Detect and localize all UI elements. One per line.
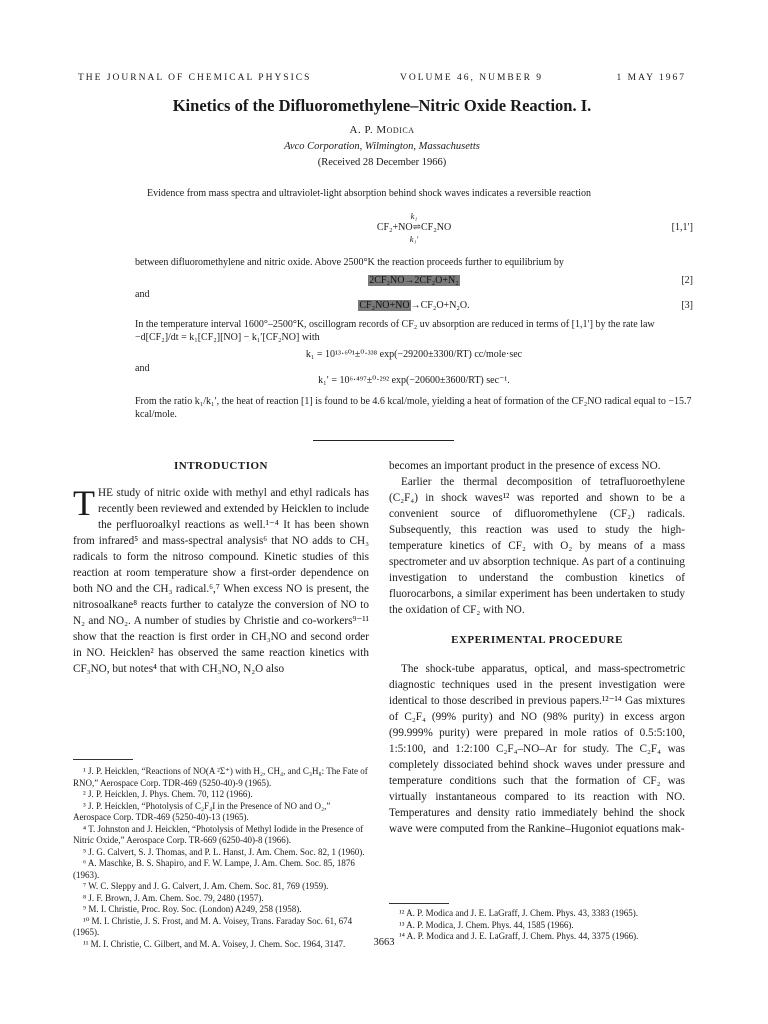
equation-2-wrap [135,274,693,288]
right-paragraph-2: Earlier the thermal decomposition of tetrafluoroethylene (C₂F₄) in shock waves¹² was reported and shown to be a convenient source of difluoromethylene (CF₂) radicals. Subsequently, this reaction was used to study the high-temperature kinetics of CF₂ with O₂ by means of a mass spectrometer and uv absorption technique. As part of a continuing investigation to understand the combustion kinetics of fluorocarbons, a similar experiment has been undertaken to study the oxidation of CF₂ with NO. [389,476,685,616]
issue-date: 1 MAY 1967 [616,73,686,83]
equation-2-number: [2] [681,275,693,286]
left-column [73,458,369,677]
footnote: ⁴ T. Johnston and J. Heicklen, “Photolysis of Methyl Iodide in the Presence of Nitric Oxide,” Aerospace Corp. TR-669 (6250-40)-8 (1966). [73,823,364,845]
footnote: ⁶ A. Maschke, B. S. Shapiro, and F. W. Lampe, J. Am. Chem. Soc. 85, 1876 (1963). [73,858,355,880]
footnote-rule-right [389,903,449,904]
footnote: ¹³ A. P. Modica, J. Chem. Phys. 44, 1585 (1966). [399,919,574,930]
abstract-conclusion: From the ratio k₁/k₁′, the heat of reaction [1] is found to be 4.6 kcal/mole, yielding a heat of formation of the CF₂NO radical equal to −15.7 kcal/mole. [135,396,692,420]
section-divider [313,440,454,441]
introduction-paragraph [73,485,369,677]
equation-3-rest: →CF₂O+N₂O. [410,300,470,311]
footnote: ⁸ J. F. Brown, J. Am. Chem. Soc. 79, 2480 (1957). [83,892,264,903]
equation-1-rate-constant-forward-row [135,211,693,221]
footnote: ³ J. P. Heicklen, “Photolysis of C₂F₄I in the Presence of NO and O₂,” Aerospace Corp. TDR-469 (5250-40)-13 (1965). [73,800,331,822]
footnote: ⁹ M. I. Christie, Proc. Roy. Soc. (London) A249, 258 (1958). [83,904,302,914]
footnote: ¹² A. P. Modica and J. E. LaGraff, J. Chem. Phys. 43, 3383 (1965). [399,908,638,918]
equation-3-wrap [135,299,693,313]
rate-constant-2-row [135,374,693,388]
equation-1-rate-constant-reverse-row [135,234,693,244]
footnote: ⁵ J. G. Calvert, S. J. Thomas, and P. L. Hanst, J. Am. Chem. Soc. 82, 1 (1960). [83,846,365,857]
equation-1-row [135,221,693,235]
footnote-rule-left [73,759,133,760]
footnote: ¹⁴ A. P. Modica and J. E. LaGraff, J. Chem. Phys. 44, 3375 (1966). [399,931,639,941]
left-footnotes [73,766,369,950]
equation-1: CF₂+NO⇌CF₂NO [376,222,452,233]
footnote: ² J. P. Heicklen, J. Phys. Chem. 70, 112 (1966). [83,789,253,799]
equation-3-highlight: CF₂NO+NO [359,300,410,311]
page-number: 3663 [373,937,395,948]
rate-constant-1-row [135,348,693,362]
footnote: ⁷ W. C. Sleppy and J. G. Calvert, J. Am. Chem. Soc. 81, 769 (1959). [83,881,329,891]
abstract-and-1: and [135,289,150,300]
received-date: (Received 28 December 1966) [317,157,447,168]
right-paragraph-3: The shock-tube apparatus, optical, and mass-spectrometric diagnostic techniques used in the present investigation were identical to those described in previous papers.¹²⁻¹⁴ Gas mixtures of C₂F₄ (99% purity) and NO (98% purity) in excess argon (99.999% purity) were prepared in mole ratios of 0.5:5:100, 1:5:100, and 1:2:100 C₂F₄–NO–Ar for study. The C₂F₄ was completely dissociated behind shock waves under pressure and temperature conditions such that the formation of CF₂ was virtually instantaneous compared to its reaction with NO. Temperatures and density ratio immediately behind the shock wave were computed from the Rankine–Hugoniot equations mak- [389,663,685,835]
article-title: Kinetics of the Difluoromethylene–Nitric Oxide Reaction. I. [172,96,592,115]
footnote: ¹ J. P. Heicklen, “Reactions of NO(A ²Σ⁺) with H₂, CH₄, and C₃H₈: The Fate of RNO,” Aerospace Corp. TDR-469 (5250-40)-9 (1965). [73,766,368,788]
footnote: ¹⁰ M. I. Christie, J. S. Frost, and M. A. Voisey, Trans. Faraday Soc. 61, 674 (1965). [73,915,353,937]
abstract-intro: Evidence from mass spectra and ultraviolet-light absorption behind shock waves indicates a reversible reaction [147,188,592,199]
drop-cap: T [73,483,95,523]
abstract-and-2: and [135,363,150,374]
equation-2: 2CF₂NO→2CF₂O+N₂ [369,275,459,286]
abstract-rate-law: In the temperature interval 1600°–2500°K, oscillogram records of CF₂ uv absorption are reduced in terms of [1,1′] by the rate law −d[CF₂]/dt = k₁[CF₂][NO] − k₁′[CF₂NO] with [135,319,655,343]
experimental-heading: EXPERIMENTAL PROCEDURE [451,634,623,646]
rate-constant-1: k₁ = 10¹³·⁶⁰¹±⁰·³³⁸ exp(−29200±3300/RT) cc/mole·sec [305,349,523,360]
volume-number: VOLUME 46, NUMBER 9 [400,73,544,83]
equation-2-row [135,274,693,288]
equation-3-number: [3] [681,300,693,311]
footnote: ¹¹ M. I. Christie, C. Gilbert, and M. A. Voisey, J. Chem. Soc. 1964, 3147. [83,938,346,949]
journal-name: THE JOURNAL OF CHEMICAL PHYSICS [78,73,312,83]
rate-constant-2: k₁′ = 10⁶·⁴⁹⁷±⁰·²⁹² exp(−20600±3600/RT) sec⁻¹. [318,375,510,386]
running-head [78,73,686,87]
equation-1-k1-prime: k₁′ [409,234,419,244]
equation-3-row [135,299,693,313]
author-name: A. P. Modica [349,124,415,136]
introduction-text: HE study of nitric oxide with methyl and ethyl radicals has recently been reviewed and extended by Heicklen to include the perfluoroalkyl reactions as well.¹⁻⁴ It has been shown from infrared⁵ and mass-spectral analysis⁶ that NO adds to CH₃ radicals to form the nitroso compound. Kinetic studies of this reaction at room temperature show a first-order dependence on both NO and the CH₃ radical.⁶,⁷ When excess NO is present, the nitrosoalkane⁸ reacts further to catalyze the conversion of NO to N₂ and NO₂. A number of studies by Christie and co-workers⁹⁻¹¹ show that the reaction is first order in CH₃NO and second order in NO. Heicklen² has observed the same reaction kinetics with CF₃NO, but notes⁴ that with CH₃NO, N₂O also [73,487,369,675]
equation-1-k1: k₁ [410,211,418,221]
author-affiliation: Avco Corporation, Wilmington, Massachusetts [284,141,480,152]
equation-1-number: [1,1′] [671,222,693,233]
right-paragraph-1: becomes an important product in the presence of excess NO. [389,460,661,472]
abstract-between: between difluoromethylene and nitric oxide. Above 2500°K the reaction proceeds further to equilibrium by [135,257,564,268]
right-column [389,458,685,837]
introduction-heading: INTRODUCTION [173,460,268,472]
